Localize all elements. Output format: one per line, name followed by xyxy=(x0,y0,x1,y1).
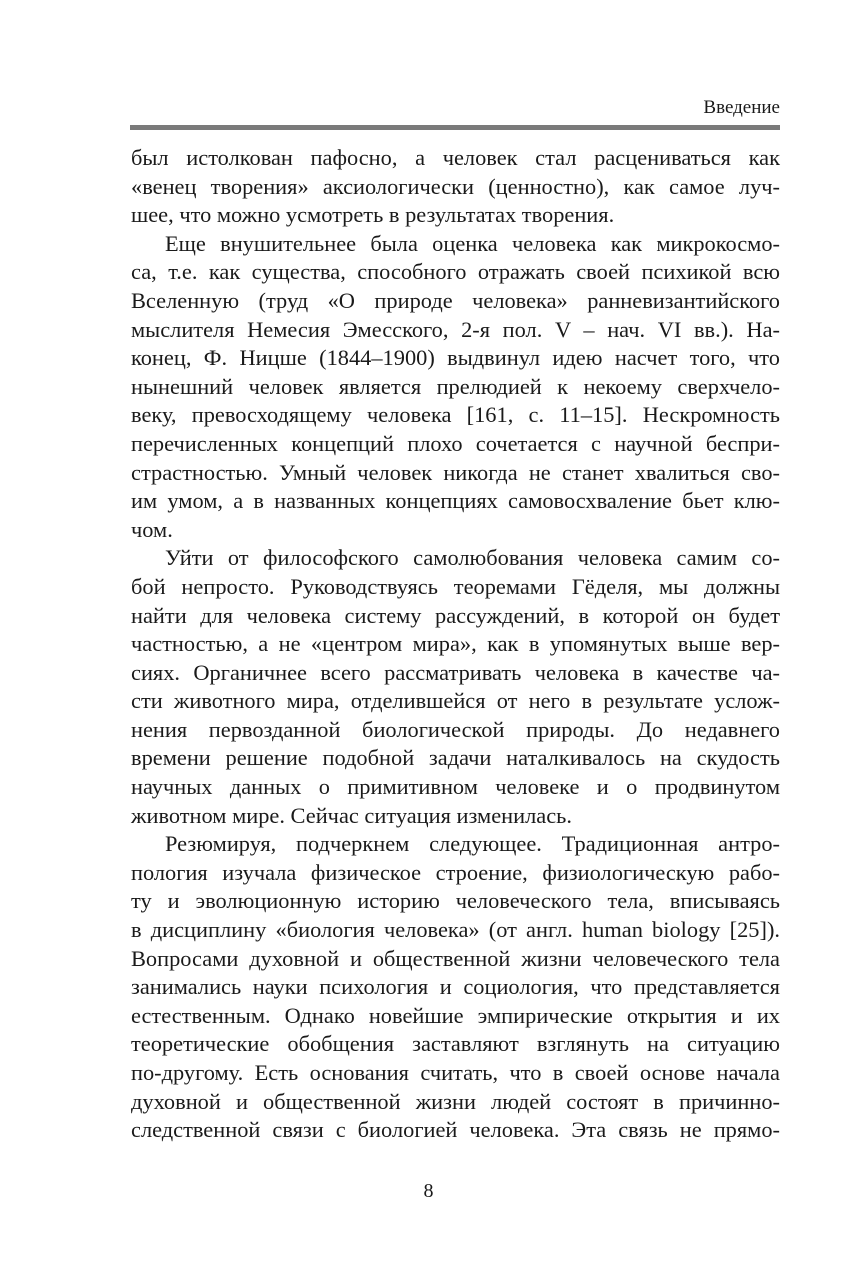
text-line: сти животного мира, отделившейся от него в результате услож- xyxy=(131,688,780,714)
text-line: научных данных о примитивном человеке и о продвинутом xyxy=(131,774,780,800)
text-line: времени решение подобной задачи наталкивалось на скудость xyxy=(131,745,780,771)
text-line: нынешний человек является прелюдией к некоему сверхчелo- xyxy=(131,373,780,399)
text-line: веку, превосходящему человека [161, с. 11–15]. Нескромность xyxy=(131,402,780,428)
text-line: шее, что можно усмотреть в результатах творения. xyxy=(131,202,615,228)
text-line: мыслителя Немесия Эмесского, 2-я пол. V – нач. VI вв.). На- xyxy=(131,316,780,342)
text-line: пология изучала физическое строение, физиологическую рабо- xyxy=(131,859,780,885)
text-line: са, т.е. как существа, способного отражать своей психикой всю xyxy=(131,259,780,285)
header-rule xyxy=(130,125,780,130)
running-head: Введение xyxy=(703,97,780,118)
text-line: в дисциплину «биология человека» (от англ. human biology [25]). xyxy=(131,917,780,943)
text-line: духовной и общественной жизни людей состоят в причинно- xyxy=(131,1088,780,1114)
text-line: следственной связи с биологией человека. Эта связь не прямо- xyxy=(131,1117,780,1143)
text-line: теоретические обобщения заставляют взглянуть на ситуацию xyxy=(131,1031,780,1057)
text-line: чом. xyxy=(131,516,173,542)
page-number: 8 xyxy=(423,1180,434,1202)
text-line: «венец творения» аксиологически (ценностно), как самое луч- xyxy=(131,173,780,199)
text-line: конец, Ф. Ницше (1844–1900) выдвинул идею насчет того, что xyxy=(131,345,780,371)
text-line: частностью, а не «центром мира», как в упомянутых выше вер- xyxy=(131,631,780,657)
paragraph-2 xyxy=(131,230,780,545)
text-line: бой непросто. Руководствуясь теоремами Гёделя, мы должны xyxy=(131,573,780,599)
text-line: естественным. Однако новейшие эмпирические открытия и их xyxy=(131,1002,780,1028)
text-line: Вопросами духовной и общественной жизни человеческого тела xyxy=(131,945,780,971)
text-line: Уйти от философского самолюбования человека самим со- xyxy=(165,545,780,571)
text-line: сиях. Органичнее всего рассматривать человека в качестве ча- xyxy=(131,659,780,685)
paragraph-4 xyxy=(131,830,780,1145)
text-line: животном мире. Сейчас ситуация изменилась. xyxy=(131,802,572,828)
text-line: занимались науки психология и социология, что представляется xyxy=(131,974,780,1000)
text-line: Еще внушительнее была оценка человека как микрокосмо- xyxy=(165,230,780,256)
main-text xyxy=(131,144,780,1145)
text-line: им умом, а в названных концепциях самовосхваление бьет клю- xyxy=(131,488,780,514)
text-line: Резюмируя, подчеркнем следующее. Традиционная антро- xyxy=(165,831,780,857)
text-line: Вселенную (труд «О природе человека» ранневизантийского xyxy=(131,287,780,313)
text-line: по-другому. Есть основания считать, что в своей основе начала xyxy=(131,1060,780,1085)
text-line: был истолкован пафосно, а человек стал расцениваться как xyxy=(131,145,780,170)
text-line: найти для человека систему рассуждений, в которой он будет xyxy=(131,602,780,628)
paragraph-3 xyxy=(131,544,780,830)
text-line: нения первозданной биологической природы. До недавнего xyxy=(131,716,780,742)
text-line: ту и эволюционную историю человеческого тела, вписываясь xyxy=(131,888,780,914)
text-line: страстностью. Умный человек никогда не станет хвалиться сво- xyxy=(131,459,780,485)
paragraph-1 xyxy=(131,144,780,230)
text-line: перечисленных концепций плохо сочетается с научной беспри- xyxy=(131,430,780,456)
